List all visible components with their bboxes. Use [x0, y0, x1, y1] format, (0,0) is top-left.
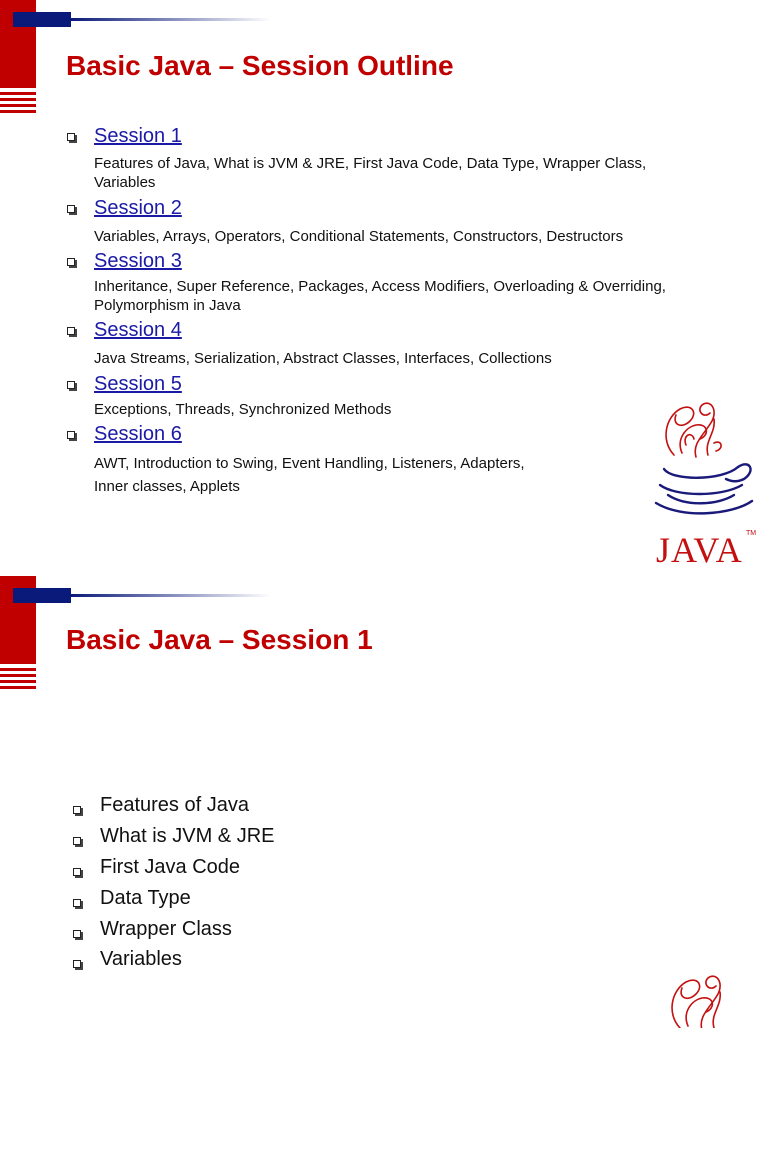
bullet-icon — [73, 837, 81, 845]
topic-first-java-code: First Java Code — [100, 856, 241, 878]
header-fade-line — [71, 594, 271, 597]
bullet-icon — [73, 868, 81, 876]
bullet-icon — [67, 205, 75, 213]
session-1-description: Features of Java, What is JVM & JRE, First Java Code, Data Type, Wrapper Class, Variables — [94, 155, 647, 191]
bullet-icon — [67, 431, 75, 439]
topic-variables: Variables — [100, 948, 182, 970]
corner-red-stripes — [0, 668, 36, 692]
header-fade-line — [71, 18, 271, 21]
java-logo — [652, 395, 758, 570]
session-2-link[interactable]: Session 2 — [94, 197, 182, 219]
session-5-link[interactable]: Session 5 — [94, 373, 182, 395]
session-1-link[interactable]: Session 1 — [94, 125, 182, 147]
topic-features-of-java: Features of Java — [100, 794, 249, 816]
session-3-description: Inheritance, Super Reference, Packages, Access Modifiers, Overloading & Overriding, Polymorphism in Java — [94, 278, 666, 314]
bullet-icon — [67, 327, 75, 335]
bullet-icon — [67, 133, 75, 141]
session-3-link[interactable]: Session 3 — [94, 250, 182, 272]
bullet-icon — [73, 899, 81, 907]
topic-data-type: Data Type — [100, 887, 191, 909]
bullet-icon — [73, 806, 81, 814]
bullet-icon — [73, 930, 81, 938]
bullet-icon — [73, 960, 81, 968]
topic-jvm-jre: What is JVM & JRE — [100, 825, 275, 847]
session-4-description: Java Streams, Serialization, Abstract Classes, Interfaces, Collections — [94, 350, 552, 367]
slide-title: Basic Java – Session 1 — [66, 624, 373, 655]
session-6-link[interactable]: Session 6 — [94, 423, 182, 445]
java-logo-trademark: TM — [746, 530, 757, 537]
session-2-description: Variables, Arrays, Operators, Conditional Statements, Constructors, Destructors — [94, 228, 624, 245]
bullet-icon — [67, 258, 75, 266]
header-blue-block — [13, 12, 71, 27]
java-logo-text: JAVA — [656, 530, 743, 570]
slide-title: Basic Java – Session Outline — [66, 50, 454, 81]
session-5-description: Exceptions, Threads, Synchronized Methods — [94, 401, 392, 418]
header-blue-block — [13, 588, 71, 603]
topic-wrapper-class: Wrapper Class — [100, 918, 232, 940]
session-6-description-line-1: AWT, Introduction to Swing, Event Handling, Listeners, Adapters, — [94, 455, 525, 472]
corner-red-stripes — [0, 92, 36, 116]
bullet-icon — [67, 381, 75, 389]
java-logo-partial — [658, 968, 764, 1028]
slide-session-1 — [0, 576, 768, 1152]
session-6-description-line-2: Inner classes, Applets — [94, 478, 240, 495]
session-4-link[interactable]: Session 4 — [94, 319, 182, 341]
